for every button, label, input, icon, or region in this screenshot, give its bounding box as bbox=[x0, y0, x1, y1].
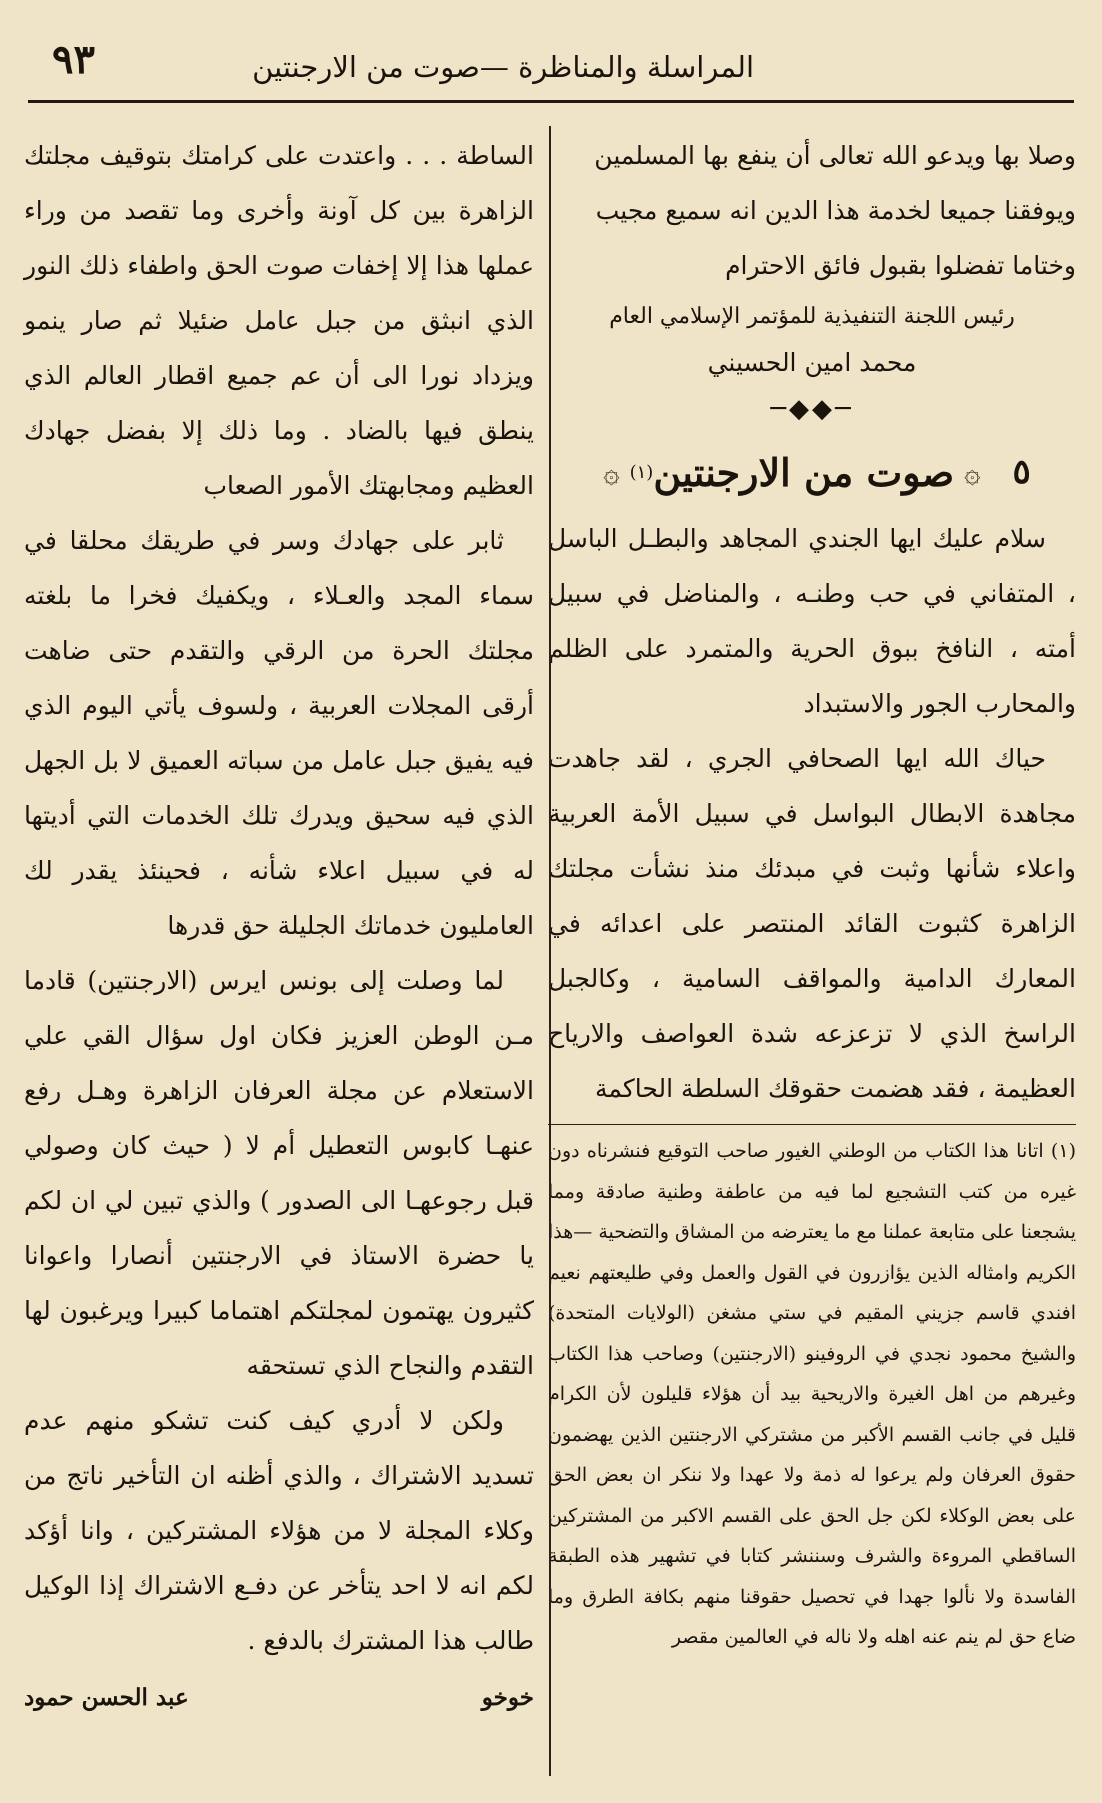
article-paragraph: الساطة . . . واعتدت على كرامتك بتوقيف مجلتك الزاهرة بين كل آونة وأخرى وما تقصد من وراء عملها هذا إلا إخفات صوت الحق واطفاء ذلك النور الذي انبثق من جبل عامل ضئيلا ثم صار ينمو ويزداد نورا الى أن عم جميع اقطار العالم الذي ينطق فيها بالضاد . وما ذلك إلا بفضل جهادك العظيم ومجابهتك الأمور الصعاب bbox=[24, 141, 534, 500]
signature-title: رئيس اللجنة التنفيذية للمؤتمر الإسلامي العام bbox=[609, 304, 1015, 329]
closing-line: ويوفقنا جميعا لخدمة هذا الدين انه سميع مجيب bbox=[595, 196, 1076, 225]
article-paragraph: سلام عليك ايها الجندي المجاهد والبطـل الباسل ، المتفاني في حب وطنـه ، والمناضل في سبيل أمته ، النافخ ببوق الحرية والمتمرد على الظلم والمحارب الجور والاستبداد bbox=[548, 524, 1076, 718]
header-rule bbox=[28, 100, 1074, 103]
page-number: ٩٣ bbox=[52, 36, 95, 83]
article-heading bbox=[548, 433, 1076, 511]
rosette-icon: ۞ bbox=[603, 455, 620, 489]
closing-line: وصلا بها ويدعو الله تعالى أن ينفع بها المسلمين bbox=[594, 141, 1076, 170]
article-paragraph: لما وصلت إلى بونس ايرس (الارجنتين) قادما مـن الوطن العزيز فكان اول سؤال القي علي الاستعلام عن مجلة العرفان الزاهرة وهـل رفع عنهـا كابوس التعطيل أم لا ( حيث كان وصولي قبل رجوعهـا الى الصدور ) والذي تبين لي ان لكم يا حضرة الاستاذ في الارجنتين أنصارا واعوانا كثيرون يهتمون لمجلتكم اهتماما كبيرا ويرغبون لها التقدم والنجاح الذي تستحقه bbox=[24, 966, 534, 1380]
article-paragraph: ولكن لا أدري كيف كنت تشكو منهم عدم تسديد الاشتراك ، والذي أظنه ان التأخير ناتج من وكلاء المجلة لا من هؤلاء المشتركين ، وانا أؤكد لكم انه لا احد يتأخر عن دفـع الاشتراك إذا الوكيل طالب هذا المشترك بالدفع . bbox=[24, 1406, 534, 1655]
signature-name: محمد امين الحسيني bbox=[707, 348, 917, 377]
article-title: صوت من الارجنتين bbox=[653, 449, 955, 495]
footnote-text: (١) اتانا هذا الكتاب من الوطني الغيور صاحب التوقيع فنشرناه دون غيره من كتب التشجيع لما فيه من عاطفة وطنية صادقة ومما يشجعنا على متابعة عملنا مع ما يعترضه من المشاق والتضحية —هذا الكريم وامثاله الذين يؤازرون في القول والعمل وفي طليعتهم نعيم افندي قاسم جزيني المقيم في ستي مشغن (الولايات المتحدة) والشيخ محمود نجدي في الروفينو (الارجنتين) وصاحب هذا الكتاب وغيرهم من اهل الغيرة والاريحية بيد أن هؤلاء قليلون لأن الكرام قليل في جانب القسم الأكبر من مشتركي الارجنتين الذين يهضمون حقوق العرفان ولم يرعوا له ذمة ولا عهدا ولا ننكر ان بعض الحق على بعض الوكلاء لكن جل الحق على القسم الاكبر من المشتركين الساقطي المروءة والشرف وسننشر كتابا في تشهير هذه الطبقة الفاسدة ولا نألوا جهدا في تحصيل حقوقنا منهم بكافة الطرق وما ضاع حق لم ينم عنه اهله ولا ناله في العالمين مقصر bbox=[548, 1140, 1076, 1648]
section-ornament: ─◆◆─ bbox=[770, 394, 854, 424]
rosette-icon: ۞ bbox=[964, 455, 981, 489]
left-column bbox=[24, 128, 534, 1720]
article-number: ٥ bbox=[1012, 452, 1031, 492]
article-paragraph: ثابر على جهادك وسر في طريقك محلقا في سماء المجد والعـلاء ، ويكفيك فخرا ما بلغته مجلتك الحرة من الرقي والتقدم حتى ضاهت أرقى المجلات العربية ، ولسوف يأتي اليوم الذي فيه يفيق جبل عامل من سباته العميق لا بل الجهل الذي فيه سحيق ويدرك تلك الخدمات التي أديتها له في سبيل اعلاء شأنه ، فحينئذ يقدر لك العامليون خدماتك الجليلة حق قدرها bbox=[24, 526, 534, 940]
page-header bbox=[28, 26, 1074, 106]
letter-signatures bbox=[24, 1676, 534, 1720]
closing-line: وختاما تفضلوا بقبول فائق الاحترام bbox=[725, 251, 1076, 280]
column-divider bbox=[549, 126, 551, 1776]
running-title: المراسلة والمناظرة —صوت من الارجنتين bbox=[252, 50, 754, 84]
place-signature: خوخو bbox=[481, 1684, 534, 1711]
footnote-reference: (١) bbox=[629, 461, 654, 483]
footnote-rule bbox=[548, 1124, 1076, 1125]
footnote bbox=[548, 1131, 1076, 1658]
writer-signature: عبد الحسن حمود bbox=[24, 1684, 189, 1711]
right-column bbox=[548, 128, 1076, 1658]
article-paragraph: حياك الله ايها الصحافي الجري ، لقد جاهدت مجاهدة الابطال البواسل في سبيل الأمة العربية واعلاء شأنها وثبت في مبدئك منذ نشأت مجلتك الزاهرة كثبوت القائد المنتصر على اعدائه في المعارك الدامية والمواقف السامية ، وكالجبل الراسخ الذي لا تزعزعه شدة العواصف والارياح العظيمة ، فقد هضمت حقوقك السلطة الحاكمة bbox=[548, 744, 1076, 1103]
